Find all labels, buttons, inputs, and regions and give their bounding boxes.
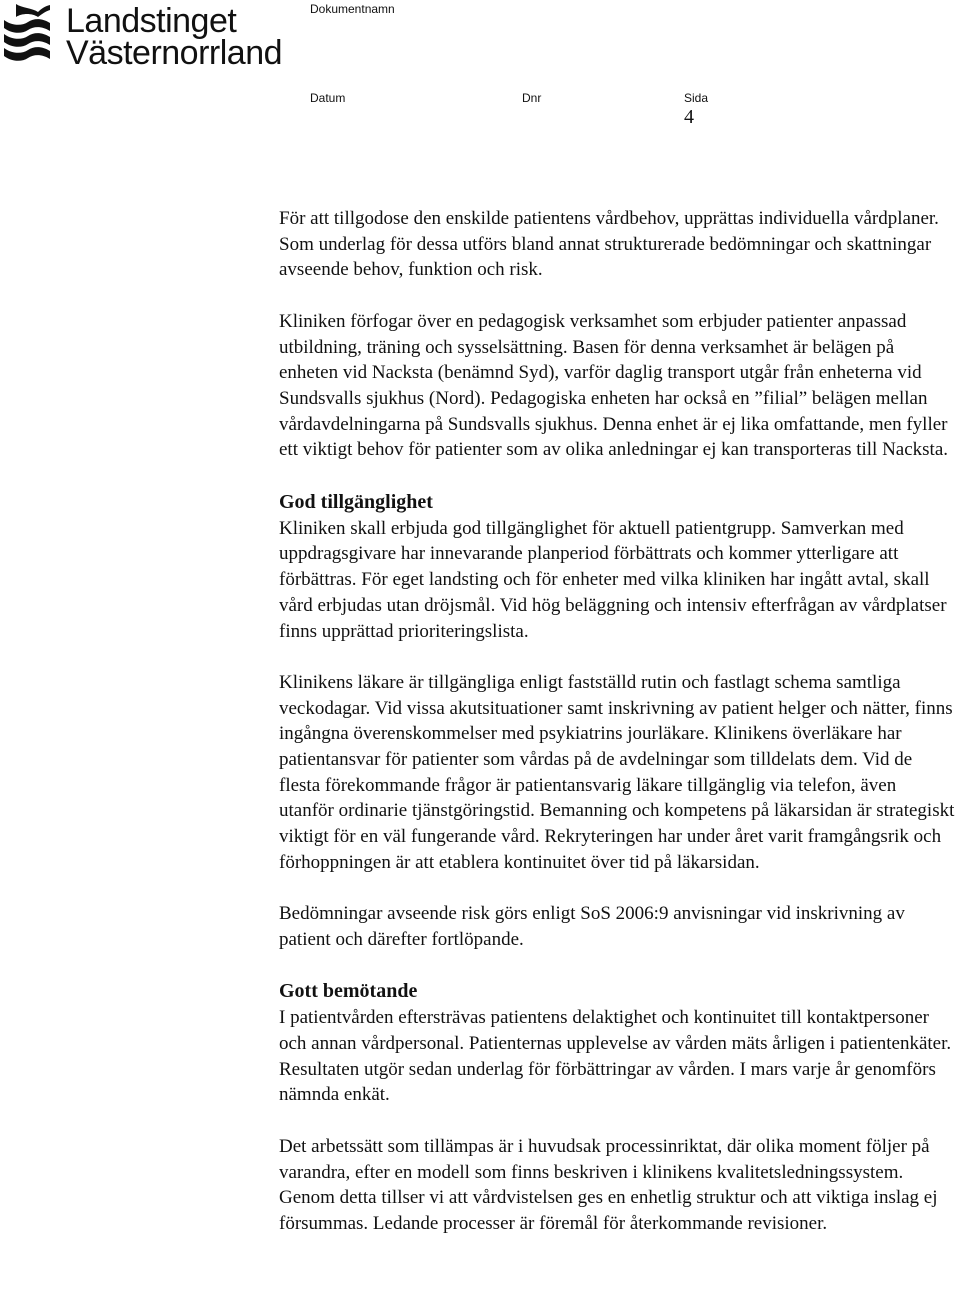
paragraph-accessibility: Kliniken skall erbjuda god tillgänglighet för aktuell patientgrupp. Samverkan med uppdragsgivare har innevarande planperiod förbättrats och kommer ytterligare att förbättras. För eget landsting och för enheter med vilka kliniken har ingått avtal, skall vård erbjudas utan dröjsmål. Vid hög beläggning och intensiv efterfrågan av vårdplatser finns upprättad prioriteringslista. (279, 517, 947, 642)
heading-good-accessibility: God tillgänglighet (279, 490, 433, 513)
page-header (0, 0, 960, 140)
heading-good-treatment: Gott bemötande (279, 980, 418, 1003)
landstinget-logo-mark-icon (2, 2, 52, 66)
organization-logo (2, 2, 302, 72)
paragraph-risk-assessment: Bedömningar avseende risk görs enligt SoS 2006:9 anvisningar vid inskrivning av patient och därefter fortlöpande. (279, 903, 905, 950)
paragraph-patient-involvement: I patientvården eftersträvas patientens delaktighet och kontinuitet till kontaktpersoner och annan vårdpersonal. Patienternas upplevelse av vården mäts årligen i patientenkäter. Resultaten utgör sedan underlag för förbättringar av vården. I mars varje år genomförs nämnda enkät. (279, 1007, 952, 1106)
page-number: 4 (684, 106, 694, 128)
page-label: Sida (684, 91, 709, 105)
dnr-label: Dnr (522, 91, 542, 105)
paragraph-care-plans: För att tillgodose den enskilde patientens vårdbehov, upprättas individuella vårdplaner. Som underlag för dessa utförs bland annat strukturerade bedömningar och skattningar avseende behov, funktion och risk. (279, 208, 939, 281)
logo-text-line-2: Västernorrland (66, 34, 283, 72)
paragraph-pedagogical-activity: Kliniken förfogar över en pedagogisk verksamhet som erbjuder patienter anpassad utbildning, träning och sysselsättning. Basen för denna verksamhet är belägen på enheten vid Nacksta (benämnd Syd), varför daglig transport utgår från enheterna vid Sundsvalls sjukhus (Nord). Pedagogiska enheten har också en ”filial” belägen mellan vårdavdelningarna på Sundsvalls sjukhus. Denna enhet är ej lika omfattande, men fyller ett viktigt behov för patienter som av olika anledningar ej kan transporteras till Nacksta. (279, 310, 949, 461)
document-body (279, 206, 955, 1262)
document-name-label: Dokumentnamn (310, 2, 395, 16)
paragraph-physicians: Klinikens läkare är tillgängliga enligt fastställd rutin och fastlagt schema samtliga veckodagar. Vid vissa akutsituationer samt inskrivning av patient helger och nätter, finns ingångna överenskommelser med psykiatrins jourläkare. Klinikens överläkare har patientansvar för patienter som vårdas på de avdelningar som tilldelats dem. Vid de flesta förekommande frågor är patientansvarig läkare tillgänglig via telefon, även utanför ordinarie tjänstgöringstid. Bemanning och kompetens på läkarsidan är strategiskt viktigt för en väl fungerande vård. Rekryteringen har under året varit framgångsrik och förhoppningen är att etablera kontinuitet över tid på läkarsidan. (279, 671, 955, 873)
date-label: Datum (310, 91, 346, 105)
logo-text-line-1: Landstinget (66, 2, 237, 40)
paragraph-process-oriented: Det arbetssätt som tillämpas är i huvudsak processinriktat, där olika moment följer på varandra, efter en modell som finns beskriven i klinikens kvalitetsledningssystem. Genom detta tillser vi att vårdvistelsen ges en enhetlig struktur och att viktiga inslag ej försummas. Ledande processer är föremål för återkommande revisioner. (279, 1135, 938, 1234)
